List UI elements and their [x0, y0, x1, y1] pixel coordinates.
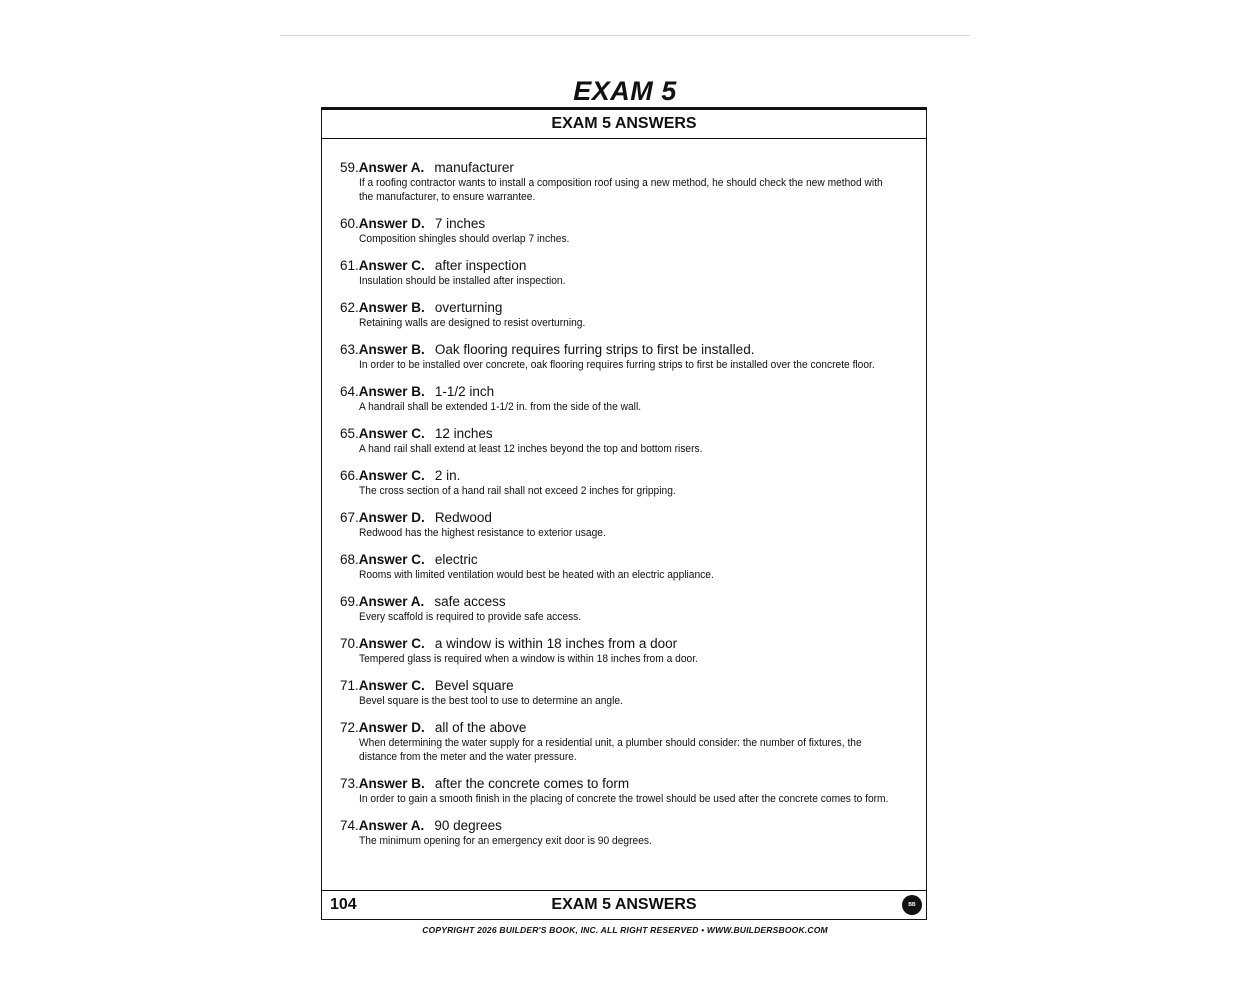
answer-letter: Answer C. — [358, 258, 425, 273]
answer-number: 70. — [340, 636, 359, 651]
answer-text: overturning — [434, 300, 503, 315]
answer-letter: Answer D. — [358, 720, 425, 735]
answer-letter: Answer C. — [358, 678, 425, 693]
answer-text: a window is within 18 inches from a door — [434, 636, 678, 651]
page-number: 104 — [330, 896, 357, 913]
answer-number: 72. — [340, 720, 359, 735]
answer-letter: Answer C. — [358, 636, 425, 651]
answer-explanation: When determining the water supply for a residential unit, a plumber should consider: the number of fixtures, the distance from the meter and the water pressure. — [358, 737, 862, 763]
answer-number: 64. — [340, 384, 359, 399]
answer-explanation: In order to be installed over concrete, oak flooring requires furring strips to first be installed over the concrete floor. — [358, 359, 875, 371]
answer-text: manufacturer — [434, 160, 514, 175]
answer-explanation: Redwood has the highest resistance to exterior usage. — [358, 527, 606, 539]
answer-letter: Answer B. — [358, 342, 425, 357]
answer-item — [340, 775, 910, 806]
answer-item — [340, 257, 910, 288]
answer-item — [340, 215, 910, 246]
answer-item — [340, 817, 910, 848]
exam-heading: EXAM 5 — [573, 76, 677, 106]
footer-title: EXAM 5 ANSWERS — [551, 896, 697, 913]
answer-item — [340, 425, 910, 456]
answer-item — [340, 635, 910, 666]
answer-explanation: Every scaffold is required to provide safe access. — [358, 611, 581, 623]
answer-number: 73. — [340, 776, 359, 791]
answer-letter: Answer B. — [358, 776, 425, 791]
answer-text: after inspection — [434, 258, 527, 273]
top-divider — [280, 35, 970, 36]
answer-explanation: In order to gain a smooth finish in the placing of concrete the trowel should be used after the concrete comes to form. — [358, 793, 889, 805]
answer-explanation: The cross section of a hand rail shall not exceed 2 inches for gripping. — [358, 485, 676, 497]
answer-explanation: Bevel square is the best tool to use to determine an angle. — [358, 695, 623, 707]
answer-item — [340, 551, 910, 582]
answer-number: 66. — [340, 468, 359, 483]
answer-item — [340, 159, 910, 204]
answer-text: 1-1/2 inch — [434, 384, 495, 399]
answer-number: 74. — [340, 818, 359, 833]
answer-explanation: A handrail shall be extended 1-1/2 in. from the side of the wall. — [358, 401, 641, 413]
answer-text: electric — [434, 552, 478, 567]
answer-text: 2 in. — [434, 468, 461, 483]
copyright-notice: COPYRIGHT 2026 BUILDER'S BOOK, INC. ALL RIGHT RESERVED • WWW.BUILDERSBOOK.COM — [422, 925, 828, 935]
answer-item — [340, 383, 910, 414]
answer-letter: Answer C. — [358, 552, 425, 567]
answer-number: 62. — [340, 300, 359, 315]
answer-letter: Answer A. — [358, 818, 425, 833]
answer-item — [340, 467, 910, 498]
answer-item — [340, 677, 910, 708]
answer-explanation: Tempered glass is required when a window is within 18 inches from a door. — [358, 653, 698, 665]
answer-explanation: If a roofing contractor wants to install a composition roof using a new method, he should check the new method with the manufacturer, to ensure warrantee. — [358, 177, 883, 203]
answer-text: 90 degrees — [434, 818, 502, 833]
answer-letter: Answer C. — [358, 468, 425, 483]
answer-number: 61. — [340, 258, 359, 273]
answer-explanation: Retaining walls are designed to resist overturning. — [358, 317, 586, 329]
answer-item — [340, 719, 910, 764]
answer-number: 65. — [340, 426, 359, 441]
answer-number: 68. — [340, 552, 359, 567]
answer-number: 63. — [340, 342, 359, 357]
answer-number: 59. — [340, 160, 359, 175]
answer-explanation: A hand rail shall extend at least 12 inches beyond the top and bottom risers. — [358, 443, 703, 455]
answer-letter: Answer B. — [358, 300, 425, 315]
page-footer — [322, 890, 926, 919]
answer-text: 12 inches — [434, 426, 493, 441]
answer-letter: Answer C. — [358, 426, 425, 441]
answer-text: 7 inches — [434, 216, 486, 231]
answer-item — [340, 593, 910, 624]
answer-letter: Answer D. — [358, 510, 425, 525]
answer-text: Bevel square — [434, 678, 514, 693]
answer-item — [340, 341, 910, 372]
answer-text: all of the above — [434, 720, 527, 735]
box-header-title: EXAM 5 ANSWERS — [322, 110, 926, 139]
answer-number: 60. — [340, 216, 359, 231]
answer-item — [340, 299, 910, 330]
answer-text: Redwood — [434, 510, 492, 525]
answer-text: Oak flooring requires furring strips to first be installed. — [434, 342, 755, 357]
answer-item — [340, 509, 910, 540]
answer-letter: Answer A. — [358, 594, 425, 609]
answer-number: 67. — [340, 510, 359, 525]
answer-number: 71. — [340, 678, 359, 693]
answer-explanation: Rooms with limited ventilation would best be heated with an electric appliance. — [358, 569, 714, 581]
answer-explanation: Insulation should be installed after inspection. — [358, 275, 566, 287]
answer-text: safe access — [434, 594, 506, 609]
answers-page-box — [321, 107, 927, 920]
answer-text: after the concrete comes to form — [434, 776, 630, 791]
answer-letter: Answer A. — [358, 160, 425, 175]
answer-explanation: Composition shingles should overlap 7 inches. — [358, 233, 570, 245]
answer-letter: Answer B. — [358, 384, 425, 399]
answer-list — [340, 159, 910, 859]
answer-letter: Answer D. — [358, 216, 425, 231]
builders-book-logo-icon: BB — [902, 895, 922, 915]
answer-explanation: The minimum opening for an emergency exit door is 90 degrees. — [358, 835, 652, 847]
answer-number: 69. — [340, 594, 359, 609]
